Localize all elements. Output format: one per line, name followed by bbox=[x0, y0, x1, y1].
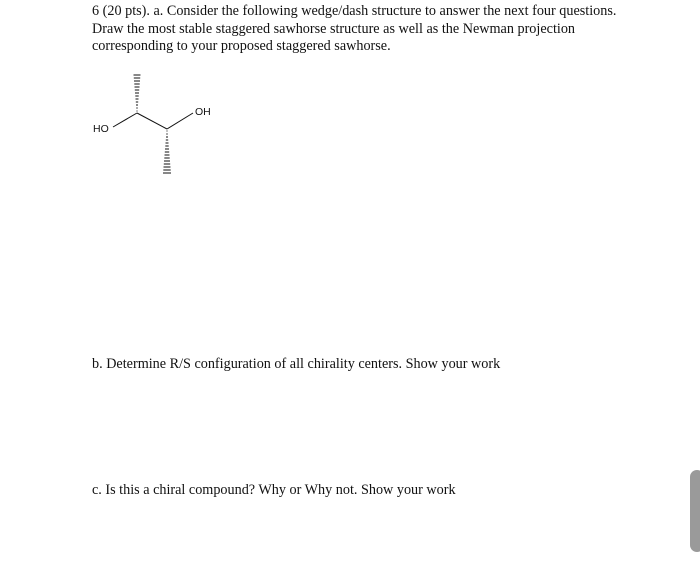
question-line-3: corresponding to your proposed staggered sawhorse. bbox=[92, 38, 391, 54]
question-prompt bbox=[92, 3, 682, 56]
question-line-1: 6 (20 pts). a. Consider the following wedge/dash structure to answer the next four questions. bbox=[92, 3, 617, 19]
bond-ho-c2 bbox=[113, 113, 137, 127]
hashed-wedge-down bbox=[163, 131, 171, 173]
bond-c2-c3 bbox=[137, 113, 167, 129]
part-b-question: b. Determine R/S configuration of all chirality centers. Show your work bbox=[92, 356, 501, 372]
wedge-dash-structure bbox=[85, 65, 245, 195]
label-oh: OH bbox=[195, 106, 211, 118]
part-c-question: c. Is this a chiral compound? Why or Why not. Show your work bbox=[92, 482, 456, 498]
bond-c3-oh bbox=[167, 113, 193, 129]
hashed-wedge-up bbox=[134, 75, 141, 111]
label-ho: HO bbox=[93, 123, 109, 135]
scrollbar-thumb[interactable] bbox=[690, 470, 700, 552]
question-line-2: Draw the most stable staggered sawhorse structure as well as the Newman projection bbox=[92, 20, 576, 37]
